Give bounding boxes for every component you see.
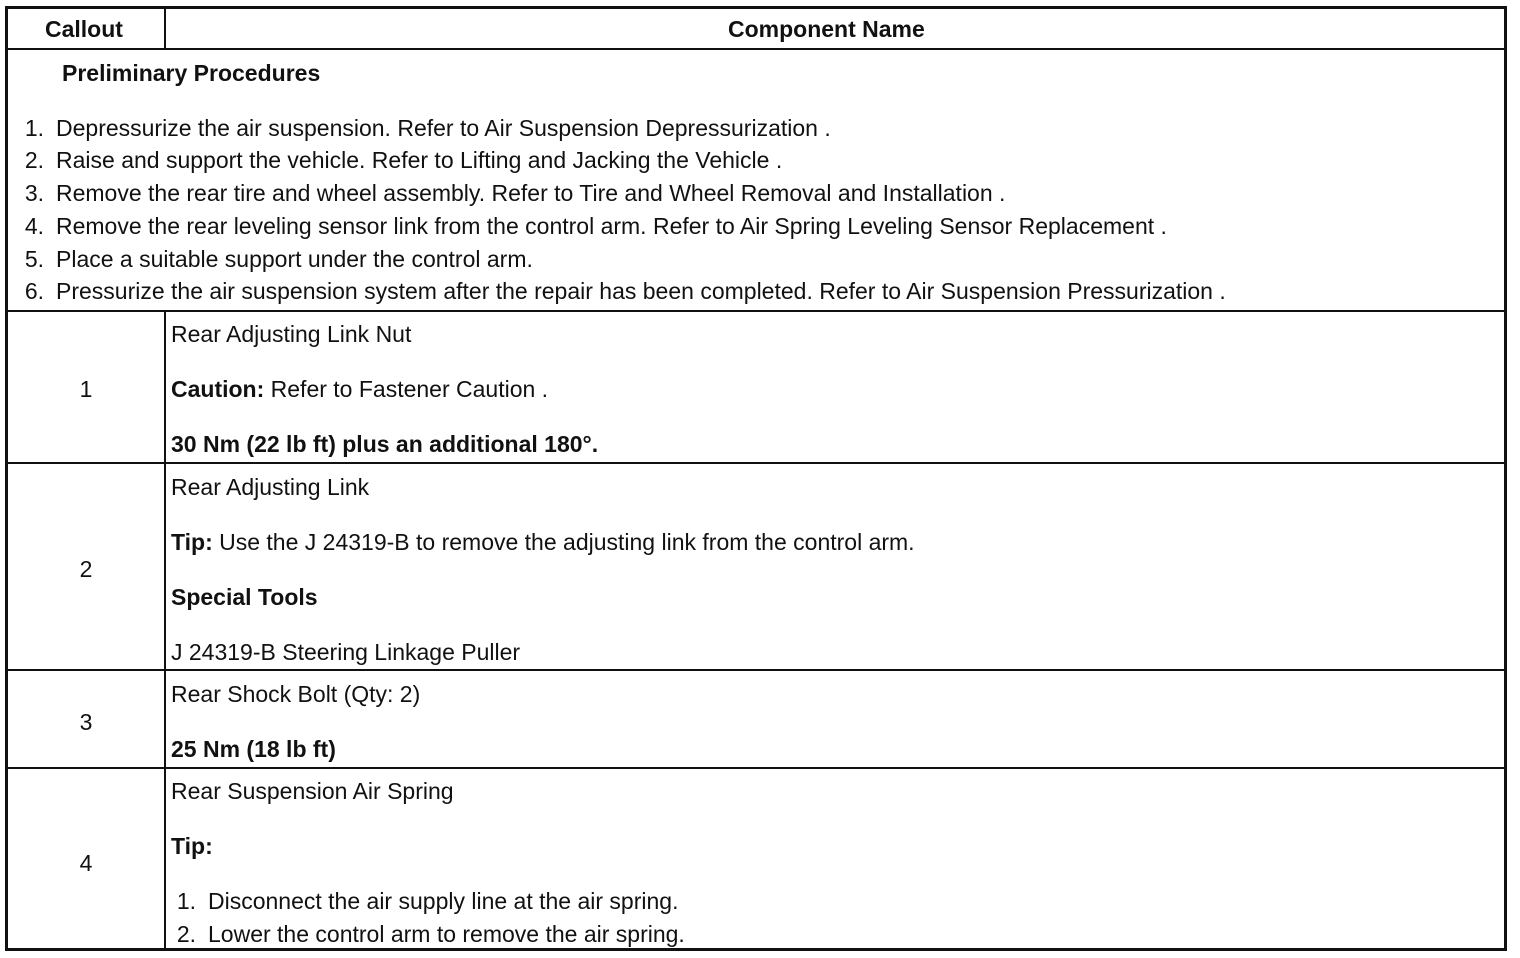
- tip-note: Tip: Use the J 24319-B to remove the adjusting link from the control arm.: [171, 529, 915, 555]
- row-divider: [8, 462, 1504, 464]
- row-divider: [8, 310, 1504, 312]
- tip-step: 1. Disconnect the air supply line at the air spring.: [176, 888, 679, 914]
- preliminary-step: 4. Remove the rear leveling sensor link from the control arm. Refer to Air Spring Leveling Sensor Replacement .: [24, 213, 1167, 239]
- row-divider: [8, 767, 1504, 769]
- callout-number: 3: [79, 709, 93, 735]
- special-tool-item: J 24319-B Steering Linkage Puller: [171, 639, 521, 665]
- header-divider: [164, 9, 166, 49]
- caution-note: Caution: Refer to Fastener Caution .: [171, 376, 549, 402]
- component-name: Rear Adjusting Link Nut: [171, 321, 412, 347]
- preliminary-step: 5. Place a suitable support under the control arm.: [24, 246, 533, 272]
- callout-number: 1: [79, 376, 93, 402]
- preliminary-step: 6. Pressurize the air suspension system after the repair has been completed. Refer to Air Suspension Pressurization .: [24, 278, 1226, 304]
- tip-label: Tip:: [171, 833, 213, 859]
- header-callout: Callout: [45, 16, 123, 42]
- preliminary-title: Preliminary Procedures: [62, 60, 321, 86]
- callout-number: 4: [79, 850, 93, 876]
- callout-number: 2: [79, 556, 93, 582]
- column-divider: [164, 311, 166, 948]
- special-tools-heading: Special Tools: [171, 584, 318, 610]
- component-name: Rear Shock Bolt (Qty: 2): [171, 681, 421, 707]
- component-name: Rear Adjusting Link: [171, 474, 370, 500]
- preliminary-step: 2. Raise and support the vehicle. Refer to Lifting and Jacking the Vehicle .: [24, 147, 783, 173]
- row-divider: [8, 669, 1504, 671]
- torque-spec: 25 Nm (18 lb ft): [171, 736, 336, 762]
- header-component-name: Component Name: [728, 16, 925, 42]
- preliminary-step: 3. Remove the rear tire and wheel assembly. Refer to Tire and Wheel Removal and Installation .: [24, 180, 1006, 206]
- row-divider: [8, 48, 1504, 50]
- tip-step: 2. Lower the control arm to remove the air spring.: [176, 921, 685, 947]
- preliminary-step: 1. Depressurize the air suspension. Refer to Air Suspension Depressurization .: [24, 115, 831, 141]
- torque-spec: 30 Nm (22 lb ft) plus an additional 180°.: [171, 431, 599, 457]
- component-name: Rear Suspension Air Spring: [171, 778, 454, 804]
- procedure-table: [5, 6, 1507, 951]
